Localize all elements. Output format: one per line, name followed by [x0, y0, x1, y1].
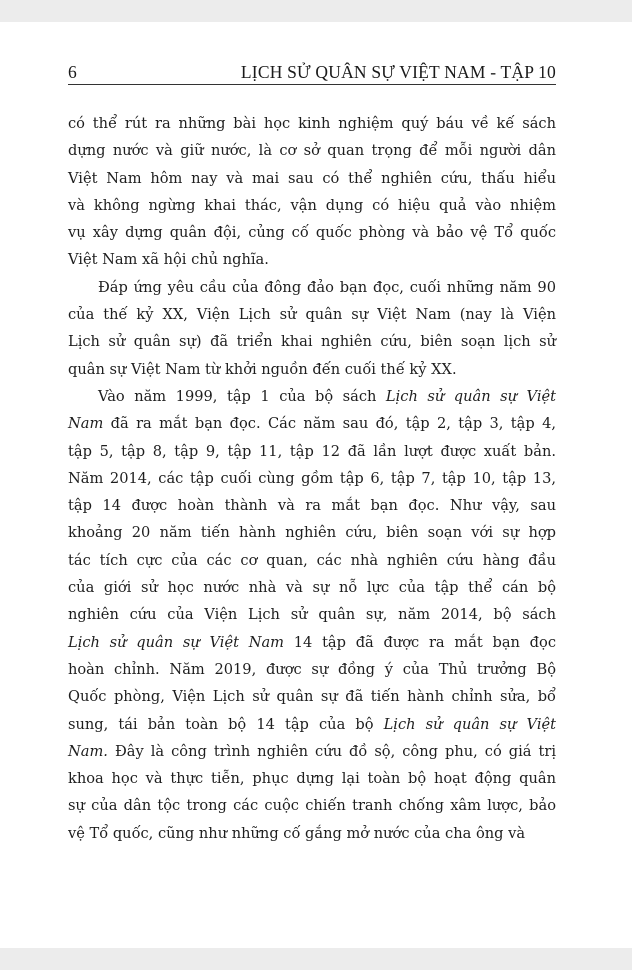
- text-line: [68, 328, 556, 355]
- italic-title: Lịch sử quân sự Việt: [385, 387, 556, 405]
- text-segment: tập 14 được hoàn thành và ra mắt bạn đọc. Như vậy, sau: [68, 497, 556, 515]
- text-line: [68, 629, 556, 656]
- text-line: [68, 547, 556, 574]
- text-line: [68, 820, 556, 847]
- text-segment: Lịch sử quân sự) đã triển khai nghiên cứu, biên soạn lịch sử: [68, 333, 556, 351]
- page-number: 6: [68, 62, 77, 82]
- text-line: [68, 274, 556, 301]
- text-line: [68, 165, 556, 192]
- italic-title: Lịch sử quân sự Việt: [383, 715, 556, 733]
- text-line: [68, 438, 556, 465]
- text-segment: vụ xây dựng quân đội, củng cố quốc phòng và bảo vệ Tổ quốc: [68, 224, 556, 242]
- text-segment: Đây là công trình nghiên cứu đồ sộ, công phu, có giá trị: [107, 742, 556, 760]
- text-segment: Quốc phòng, Viện Lịch sử quân sự đã tiến hành chỉnh sửa, bổ: [68, 688, 556, 706]
- text-segment: có thể rút ra những bài học kinh nghiệm quý báu về kế sách: [68, 115, 556, 132]
- text-segment: quân sự Việt Nam từ khởi nguồn đến cuối thế kỷ XX.: [68, 360, 457, 378]
- text-segment: Việt Nam hôm nay và mai sau có thể nghiên cứu, thấu hiểu: [68, 169, 556, 187]
- text-segment: khoa học và thực tiễn, phục dựng lại toàn bộ hoạt động quân: [68, 770, 556, 788]
- text-segment: sung, tái bản toàn bộ 14 tập của bộ: [68, 715, 384, 733]
- text-segment: và không ngừng khai thác, vận dụng có hiệu quả vào nhiệm: [68, 196, 556, 214]
- text-line: [68, 711, 556, 738]
- italic-title: Nam: [68, 415, 104, 433]
- text-line: [68, 383, 556, 410]
- text-line: [68, 301, 556, 328]
- text-segment: Năm 2014, các tập cuối cùng gồm tập 6, tập 7, tập 10, tập 13,: [68, 469, 556, 487]
- text-segment: của giới sử học nước nhà và sự nỗ lực của tập thể cán bộ: [68, 579, 556, 597]
- text-line: [68, 192, 556, 219]
- paragraph: [68, 110, 556, 274]
- text-line: [68, 683, 556, 710]
- text-segment: đã ra mắt bạn đọc. Các năm sau đó, tập 2, tập 3, tập 4,: [103, 415, 556, 433]
- text-line: [68, 574, 556, 601]
- text-segment: tập 5, tập 8, tập 9, tập 11, tập 12 đã lần lượt được xuất bản.: [68, 442, 556, 460]
- text-line: [68, 356, 556, 383]
- text-line: [68, 738, 556, 765]
- text-line: [68, 765, 556, 792]
- text-line: [68, 137, 556, 164]
- text-segment: Vào năm 1999, tập 1 của bộ sách: [98, 387, 386, 405]
- text-line: [68, 492, 556, 519]
- italic-title: Lịch sử quân sự Việt Nam: [68, 633, 285, 651]
- text-segment: vệ Tổ quốc, cũng như những cố gắng mở nước của cha ông và: [68, 824, 526, 842]
- header-rule: [68, 84, 556, 85]
- text-line: [68, 601, 556, 628]
- text-segment: của thế kỷ XX, Viện Lịch sử quân sự Việt Nam (nay là Viện: [68, 306, 556, 324]
- text-segment: khoảng 20 năm tiến hành nghiên cứu, biên soạn với sự hợp: [68, 524, 556, 542]
- text-line: [68, 519, 556, 546]
- paragraph: [68, 383, 556, 847]
- text-line: [68, 792, 556, 819]
- text-segment: dựng nước và giữ nước, là cơ sở quan trọng để mỗi người dân: [68, 142, 556, 160]
- text-segment: hoàn chỉnh. Năm 2019, được sự đồng ý của Thủ trưởng Bộ: [68, 660, 556, 678]
- text-line: [68, 410, 556, 437]
- text-line: [68, 465, 556, 492]
- text-line: [68, 110, 556, 137]
- paragraph: [68, 274, 556, 383]
- text-segment: nghiên cứu của Viện Lịch sử quân sự, năm 2014, bộ sách: [68, 606, 556, 624]
- body-text: [68, 110, 556, 847]
- text-segment: sự của dân tộc trong các cuộc chiến tranh chống xâm lược, bảo: [68, 797, 556, 815]
- page-header: [68, 58, 556, 86]
- text-segment: tác tích cực của các cơ quan, các nhà nghiên cứu hàng đầu: [68, 551, 556, 569]
- running-title: LỊCH SỬ QUÂN SỰ VIỆT NAM - TẬP 10: [240, 62, 556, 82]
- italic-title: Nam.: [68, 742, 108, 760]
- text-segment: Đáp ứng yêu cầu của đông đảo bạn đọc, cuối những năm 90: [98, 278, 556, 296]
- text-line: [68, 219, 556, 246]
- text-line: [68, 656, 556, 683]
- text-line: [68, 246, 556, 273]
- text-segment: 14 tập đã được ra mắt bạn đọc: [284, 633, 556, 651]
- text-segment: Việt Nam xã hội chủ nghĩa.: [68, 251, 269, 269]
